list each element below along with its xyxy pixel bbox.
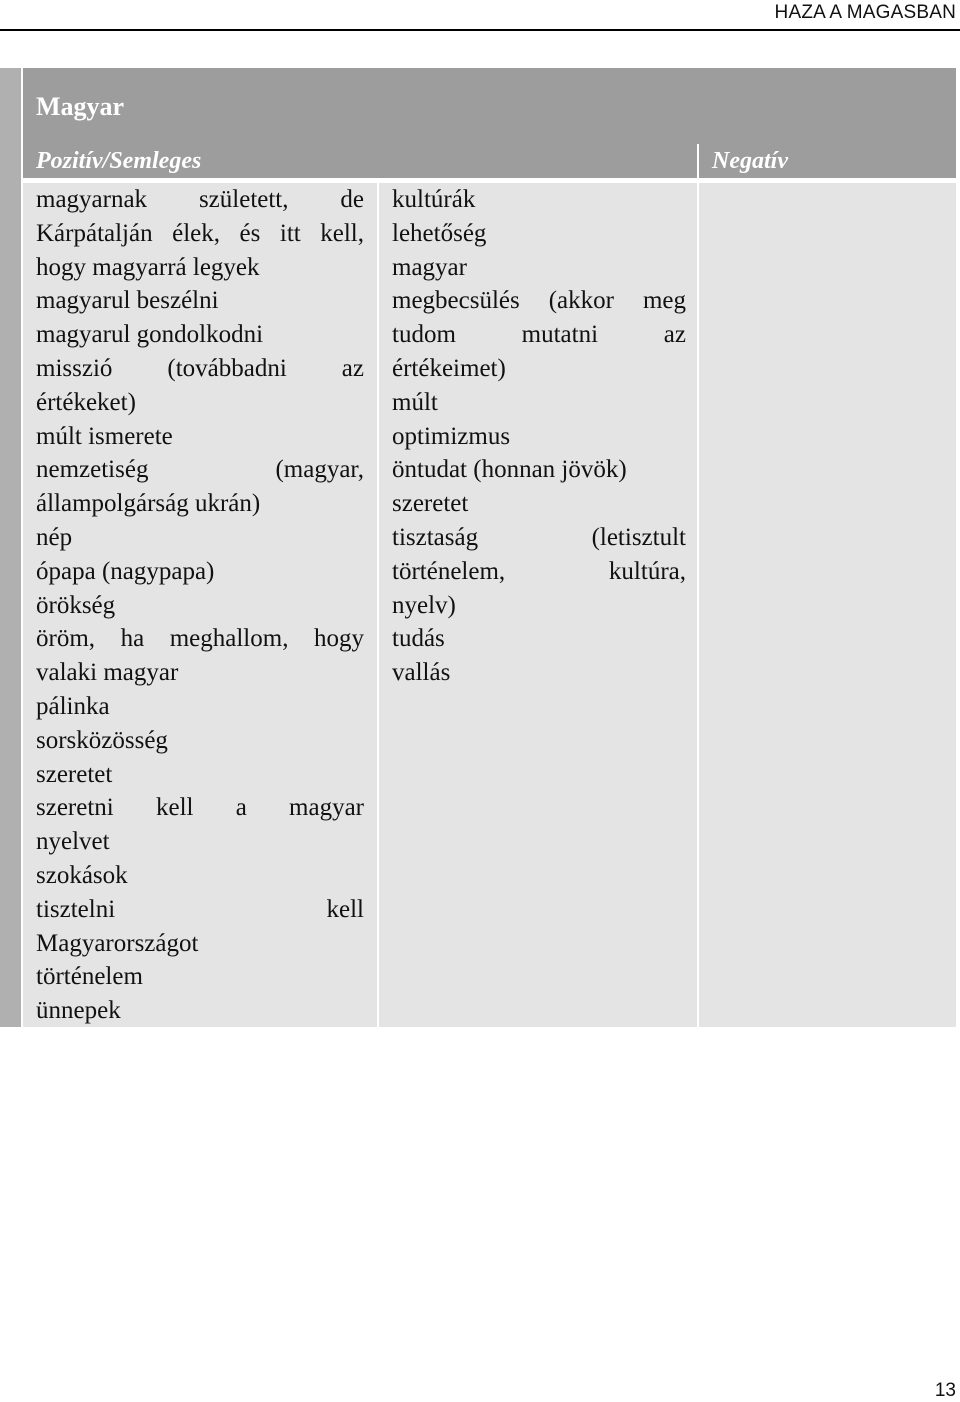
list-item: magyar — [392, 253, 467, 281]
list-item: nép — [36, 523, 73, 551]
list-item: hogy magyarrá legyek — [36, 253, 260, 281]
list-item: valaki magyar — [36, 659, 179, 687]
list-item: szeretni kell a magyar — [36, 794, 364, 822]
list-item: öröm, ha meghallom, hogy — [36, 625, 364, 653]
list-item: sorsközösség — [36, 726, 168, 754]
positive-cell-first — [23, 183, 377, 1027]
table-header-column-divider — [697, 144, 699, 178]
list-item: vallás — [392, 659, 451, 687]
list-item: történelem — [36, 963, 143, 991]
list-item: magyarul gondolkodni — [36, 321, 264, 349]
list-item: Kárpátalján élek, és itt kell, — [36, 219, 364, 247]
list-item: pálinka — [36, 692, 110, 720]
list-item: állampolgárság ukrán) — [36, 490, 261, 518]
negative-cell — [699, 183, 956, 1027]
running-header: HAZA A MAGASBAN — [774, 2, 956, 23]
list-item: múlt — [392, 388, 438, 416]
list-item: tudom mutatni az — [392, 321, 686, 349]
word-association-table — [0, 68, 956, 1027]
list-item: tisztelni kell — [36, 895, 364, 923]
positive-list-second — [392, 183, 686, 690]
list-item: magyarnak született, de — [36, 186, 364, 213]
list-item: nemzetiség (magyar, — [36, 456, 364, 484]
list-item: nyelvet — [36, 828, 110, 856]
header-rule — [0, 29, 960, 31]
list-item: öntudat (honnan jövök) — [392, 456, 627, 484]
list-item: kultúrák — [392, 186, 476, 213]
list-item: értékeimet) — [392, 354, 506, 382]
column-header-negative: Negatív — [712, 148, 788, 174]
table-group-title: Magyar — [36, 92, 125, 121]
list-item: lehetőség — [392, 219, 487, 247]
list-item: magyarul beszélni — [36, 287, 219, 315]
list-item: történelem, kultúra, — [392, 557, 686, 585]
list-item: örökség — [36, 591, 116, 619]
list-item: ópapa (nagypapa) — [36, 557, 215, 585]
list-item: ünnepek — [36, 997, 121, 1025]
list-item: szeretet — [36, 760, 113, 788]
list-item: misszió (továbbadni az — [36, 354, 364, 382]
list-item: szeretet — [392, 490, 469, 518]
list-item: múlt ismerete — [36, 422, 173, 450]
positive-cell-second — [379, 183, 697, 1027]
list-item: tisztaság (letisztult — [392, 523, 686, 551]
list-item: optimizmus — [392, 422, 511, 450]
page-number: 13 — [934, 1380, 956, 1401]
list-item: megbecsülés (akkor meg — [392, 287, 686, 315]
column-header-positive: Pozitív/Semleges — [36, 148, 202, 174]
positive-list-first — [36, 183, 364, 1028]
list-item: értékeket) — [36, 388, 136, 416]
list-item: szokások — [36, 861, 128, 889]
table-left-strip — [0, 68, 21, 1027]
list-item: Magyarországot — [36, 929, 199, 957]
list-item: nyelv) — [392, 591, 456, 619]
list-item: tudás — [392, 625, 445, 653]
